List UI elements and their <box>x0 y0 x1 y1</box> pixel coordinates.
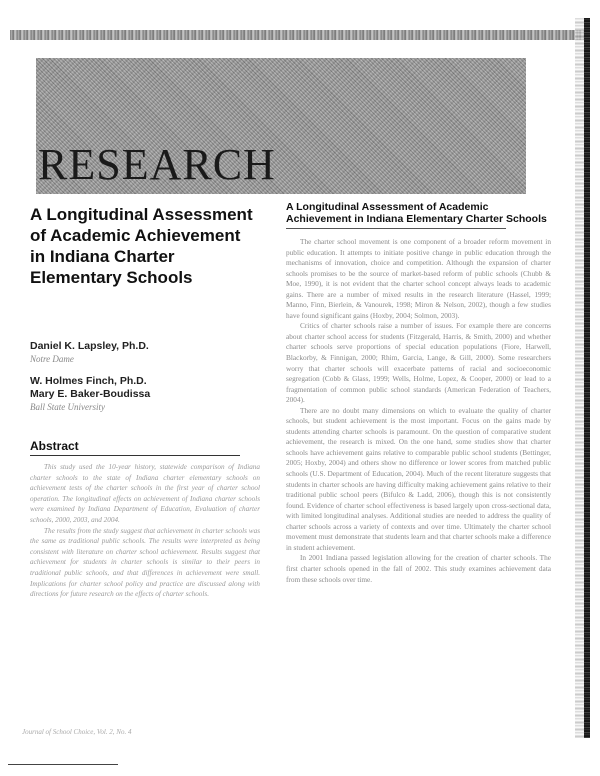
section-title: A Longitudinal Assessment of Academic Achievement in Indiana Elementary Charter Schools <box>286 201 547 225</box>
body-paragraph: In 2001 Indiana passed legislation allowing for the creation of charter schools. The first charter schools opened in the fall of 2002. This study examines achievement data from these schools over time. <box>286 553 551 584</box>
left-column <box>30 204 260 600</box>
article-title: A Longitudinal Assessment of Academic Achievement in Indiana Charter Elementary Schools <box>30 205 253 287</box>
author-name: Daniel K. Lapsley, Ph.D. <box>30 340 149 352</box>
author-affiliation: Notre Dame <box>30 354 74 364</box>
author-name: W. Holmes Finch, Ph.D. <box>30 375 147 387</box>
section-label: RESEARCH <box>38 140 276 189</box>
top-decorative-band <box>10 30 584 40</box>
abstract-paragraph: The results from the study suggest that achievement in charter schools was the same as traditional public schools. The results were interpreted as being consistent with literature on charter school achievement. Results suggest that achievement for students in charter schools is similar to their peers in traditional public schools, and that differences in achievement were small. Implications for charter school policy and practice are discussed along with directions for future research on the effects of charter schools. <box>30 526 260 599</box>
section-banner <box>36 58 526 194</box>
scan-edge-speckle <box>575 18 584 738</box>
body-paragraph: There are no doubt many dimensions on which to evaluate the quality of charter schools, but student achievement is the most important. Focus on the gains made by students attending charter schools is paramount. On the question of comparative student achievement, the research is mixed. On the one hand, some studies show that charter schools have achievement gains relative to comparable public school students (Bettinger, 2005; Hoxby, 2004) and others show no difference or lower scores from matched public schools (U.S. Department of Education, 2004). Much of the recent literature suggests that students in charter schools are having difficulty making achievement gains relative to their traditional public school peers (Bifulco & Ladd, 2006), though this is not consistently found. Evidence of charter school effectiveness is based largely upon cross-sectional data, with limited longitudinal analyses. Additional studies are needed to address the quality of charter schools across a variety of contexts and over time. Ultimately the charter school movement must demonstrate that students learn and that charter schools make a difference in student achievement. <box>286 405 551 552</box>
section-divider <box>286 228 506 229</box>
body-paragraph: Critics of charter schools raise a number of issues. For example there are concerns about charter school access for students (Fitzgerald, Harris, & Smith, 2000) and whether charter schools serve proportions of special education populations (Fiore, Harwell, Blackorby, & Finnigan, 2000; Rhim, Garcia, Lange, & Gill, 2000). Some researchers worry that charter schools will exacerbate patterns of racial and socioeconomic segregation (Cobb & Glass, 1999; Wells, Holme, Lopez, & Cooper, 2000) or lead to a fragmentation of common public school standards (American Federation of Teachers, 2004). <box>286 321 551 405</box>
scan-edge-rule <box>584 18 590 738</box>
abstract-body <box>30 462 260 600</box>
abstract-divider <box>30 455 240 456</box>
abstract-heading: Abstract <box>30 439 79 453</box>
body-paragraph: The charter school movement is one component of a broader reform movement in public education. It attempts to initiate positive change in public education through the mechanisms of innovation, choice and competition. Although the expansion of charter schools promises to be the source of market-based reform of public schools (Chubb & Moe, 1990), it is not evident that the charter school concept always leads to academic gains. There are a number of mixed results in the research literature (Hassel, 1999; Manno, Finn, Bierlein, & Vanourek, 1998; Miron & Nelson, 2002), though a few studies have found significant gains (Hoxby, 2004; Solmon, 2003). <box>286 237 551 320</box>
author-name: Mary E. Baker-Boudissa <box>30 388 151 400</box>
body-text <box>286 237 551 585</box>
right-column <box>286 202 551 585</box>
author-affiliation: Ball State University <box>30 402 105 412</box>
footer-divider <box>8 764 118 765</box>
abstract-paragraph: This study used the 10-year history, statewide comparison of Indiana charter schools to the state of Indiana charter elementary schools on achievement tests of the charter schools in the first year of charter school operation. The longitudinal effects on achievement of Indiana charter schools were examined by Indiana Department of Education, Evaluation of charter schools, 2000, 2003, and 2004. <box>30 463 260 524</box>
author-list <box>30 340 260 413</box>
page-footer: Journal of School Choice, Vol. 2, No. 4 <box>22 728 132 736</box>
